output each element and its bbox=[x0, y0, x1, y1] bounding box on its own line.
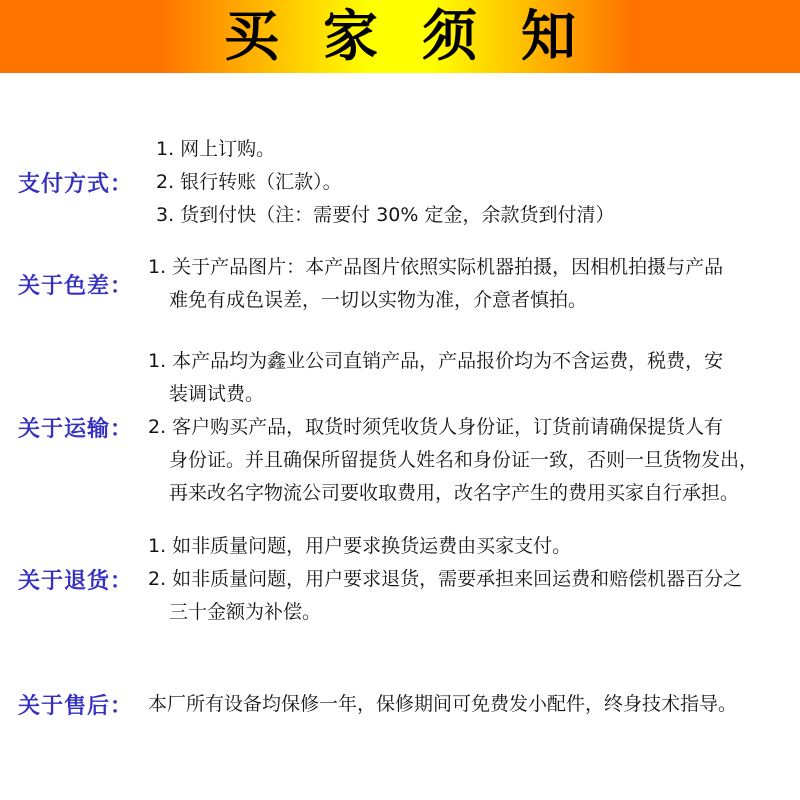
notice-line: 2. 如非质量问题，用户要求退货，需要承担来回运费和赔偿机器百分之 bbox=[148, 568, 743, 590]
section-after-sales-label: 关于售后： bbox=[18, 694, 134, 719]
section-returns-label: 关于退货： bbox=[18, 569, 134, 594]
notice-line: 3. 货到付快（注：需要付 30% 定金，余款货到付清） bbox=[156, 204, 615, 226]
notice-line: 难免有成色误差，一切以实物为准，介意者慎拍。 bbox=[169, 289, 588, 311]
section-color-difference-label: 关于色差： bbox=[18, 273, 134, 299]
section-shipping-body bbox=[148, 345, 800, 510]
banner-title: 买家须知 bbox=[223, 4, 620, 68]
notice-line: 再来改名字物流公司要收取费用，改名字产生的费用买家自行承担。 bbox=[169, 482, 740, 504]
notice-line: 1. 本产品均为鑫业公司直销产品，产品报价均为不含运费，税费，安 bbox=[148, 350, 724, 372]
section-color-difference bbox=[0, 251, 800, 317]
notice-line: 1. 关于产品图片：本产品图片依照实际机器拍摄，因相机拍摄与产品 bbox=[148, 256, 724, 278]
section-payment bbox=[0, 133, 800, 232]
notice-line: 装调试费。 bbox=[169, 383, 265, 405]
section-shipping bbox=[0, 345, 800, 510]
section-after-sales-body bbox=[148, 688, 800, 721]
section-color-difference-body bbox=[148, 251, 800, 317]
section-shipping-label: 关于运输： bbox=[18, 417, 134, 442]
notice-line: 1. 如非质量问题，用户要求换货运费由买家支付。 bbox=[148, 535, 572, 557]
section-returns bbox=[0, 530, 800, 629]
notice-line: 本厂所有设备均保修一年，保修期间可免费发小配件，终身技术指导。 bbox=[148, 693, 738, 715]
notice-line: 2. 银行转账（汇款）。 bbox=[156, 171, 342, 193]
section-returns-body bbox=[148, 530, 800, 629]
section-after-sales bbox=[0, 688, 800, 721]
section-payment-label: 支付方式： bbox=[18, 172, 134, 197]
notice-line: 身份证。并且确保所留提货人姓名和身份证一致，否则一旦货物发出， bbox=[169, 449, 759, 471]
notice-line: 三十金额为补偿。 bbox=[169, 601, 322, 623]
section-payment-body bbox=[148, 133, 800, 232]
buyer-notice-banner bbox=[0, 0, 800, 73]
notice-line: 1. 网上订购。 bbox=[156, 138, 276, 160]
notice-line: 2. 客户购买产品，取货时须凭收货人身份证，订货前请确保提货人有 bbox=[148, 416, 724, 438]
